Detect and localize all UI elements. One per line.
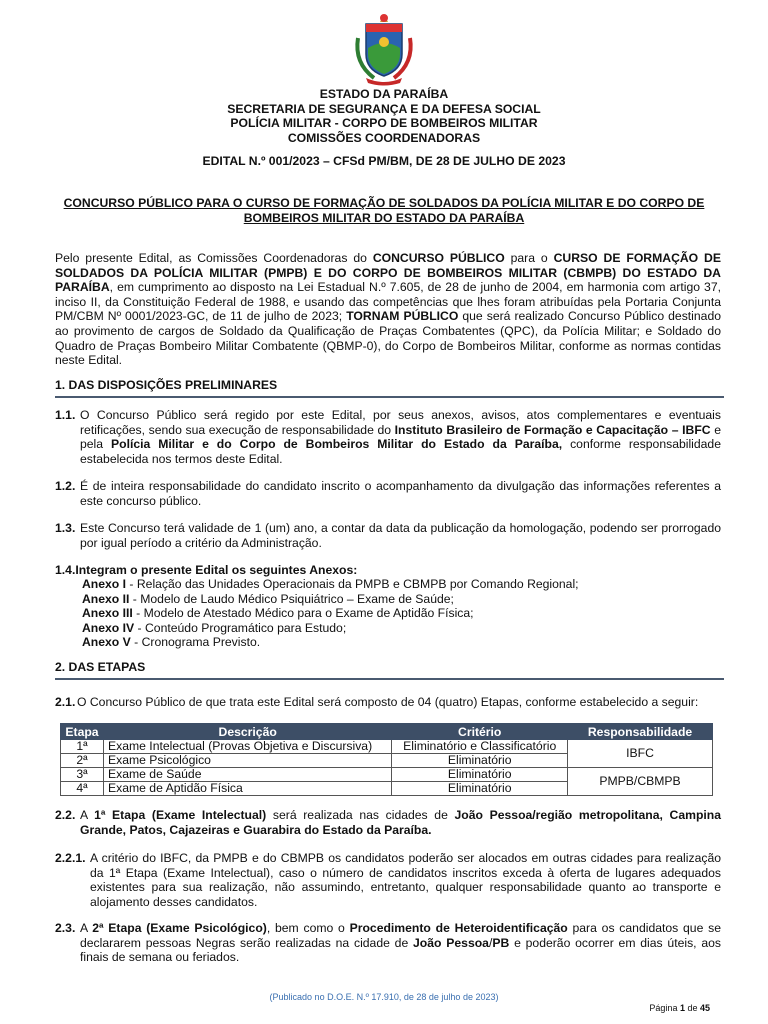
secretariat-name: SECRETARIA DE SEGURANÇA E DA DEFESA SOCIAL [227,101,541,116]
clause-2-2-1 [55,851,721,909]
page-number: Página 1 de 45 [649,1003,710,1013]
edital-title: EDITAL N.º 001/2023 – CFSd PM/BM, DE 28 DE JULHO DE 2023 [202,154,566,168]
publication-note: (Publicado no D.O.E. N.º 17.910, de 28 de julho de 2023) [269,992,499,1002]
annex-list [82,577,579,650]
clause-1-3 [55,521,721,550]
header-descricao: Descrição [103,724,391,740]
clause-text: O Concurso Público de que trata este Edital será composto de 04 (quatro) Etapas, conforme estabelecido a seguir: [77,695,699,709]
clause-1-2 [55,479,721,508]
annex-item: Anexo I - Relação das Unidades Operacionais da PMPB e CBMPB por Comando Regional; [82,577,579,591]
stages-table [60,723,713,796]
section-heading-1: 1. DAS DISPOSIÇÕES PRELIMINARES [55,378,724,398]
header-responsabilidade: Responsabilidade [568,724,713,740]
annex-item: Anexo III - Modelo de Atestado Médico para o Exame de Aptidão Física; [82,606,474,621]
header-etapa: Etapa [61,724,104,740]
state-coat-of-arms-icon [344,8,424,88]
concurso-title: CONCURSO PÚBLICO PARA O CURSO DE FORMAÇÃO DE SOLDADOS DA POLÍCIA MILITAR E DO CORPO DE BOMBEIROS MILITAR DO ESTADO DA PARAÍBA [63,196,705,225]
responsibility-pmpb-cbmpb: PMPB/CBMPB [568,768,713,796]
state-name: ESTADO DA PARAÍBA [319,87,449,101]
clause-number: 1.3. [55,521,76,535]
clause-text: A 2ª Etapa (Exame Psicológico), bem como o Procedimento de Heteroidentificação para os candidatos que se declararem pessoas Negras serão realizadas na cidade de João Pessoa/PB e poderão ocorrer em dias úteis, aos finais de semana ou feriados. [80,921,721,965]
section-heading-2: 2. DAS ETAPAS [55,660,724,680]
table-row: 2ª Exame Psicológico Eliminatório [61,754,713,768]
clause-1-4-title: 1.4.Integram o presente Edital os seguintes Anexos: [55,563,358,577]
annex-item: Anexo II - Modelo de Laudo Médico Psiquiátrico – Exame de Saúde; [82,591,454,606]
annex-item: Anexo V - Cronograma Previsto. [82,635,261,650]
table-header-row [61,724,713,740]
responsibility-ibfc: IBFC [568,740,713,768]
corporation-name: POLÍCIA MILITAR - CORPO DE BOMBEIROS MILITAR [230,116,538,130]
table-row: 1ª Exame Intelectual (Provas Objetiva e Discursiva) Eliminatório e Classificatório IBFC [61,740,713,754]
clause-2-1 [55,695,721,710]
clause-number: 2.2. [55,808,76,822]
clause-number: 1.2. [55,479,76,493]
clause-2-3 [55,921,721,965]
clause-1-1 [55,408,721,466]
annex-item: Anexo IV - Conteúdo Programático para Estudo; [82,620,347,635]
clause-number: 2.1. [55,695,76,709]
clause-text: Este Concurso terá validade de 1 (um) ano, a contar da data da publicação da homologação, podendo ser prorrogado por igual período a critério da Administração. [80,521,721,550]
clause-text: É de inteira responsabilidade do candidato inscrito o acompanhamento da divulgação das informações referentes a este concurso público. [80,479,721,508]
clause-text: A critério do IBFC, da PMPB e do CBMPB os candidatos poderão ser alocados em outras cidades para realização da 1ª Etapa (Exame Intelectual), caso o número de candidatos inscritos exceda à oferta de lugares adequados existentes para sua realização, não assumindo, entretanto, qualquer responsabilidade quanto ao transporte e alojamento desses candidatos. [90,851,721,909]
commission-name: COMISSÕES COORDENADORAS [287,130,481,145]
table-row: 3ª Exame de Saúde Eliminatório PMPB/CBMPB [61,768,713,782]
header-block [0,87,768,145]
clause-2-2 [55,808,721,837]
intro-paragraph: Pelo presente Edital, as Comissões Coordenadoras do CONCURSO PÚBLICO para o CURSO DE FORMAÇÃO DE SOLDADOS DA POLÍCIA MILITAR (PMPB) E DO CORPO DE BOMBEIROS MILITAR (CBMPB) DO ESTADO DA PARAÍBA, em cumprimento ao disposto na Lei Estadual N.º 7.605, de 28 de junho de 2004, em harmonia com artigo 37, inciso II, da Constituição Federal de 1988, e usando das competências que lhes foram atribuídas pela Portaria Conjunta PM/CBM Nº 0001/2023-GC, de 11 de julho de 2023; TORNAM PÚBLICO que será realizado Concurso Público destinado ao provimento de cargos de Soldado da Qualificação de Praças Combatentes (QPC), da Polícia Militar; e Soldado do Quadro de Praças Bombeiro Militar Combatente (QBMP-0), do Corpo de Bombeiros Militar, conforme as normas contidas neste Edital. [55,251,721,368]
header-criterio: Critério [392,724,568,740]
clause-number: 2.3. [55,921,76,935]
clause-number: 1.1. [55,408,76,422]
clause-text: O Concurso Público será regido por este Edital, por seus anexos, avisos, atos complementares e eventuais retificações, sendo sua execução de responsabilidade do Instituto Brasileiro de Formação e Capacitação – IBFC e pela Polícia Militar e do Corpo de Bombeiros Militar do Estado da Paraíba, conforme responsabilidade estabelecida nos termos deste Edital. [80,408,721,466]
clause-number: 2.2.1. [55,851,86,865]
clause-text: A 1ª Etapa (Exame Intelectual) será realizada nas cidades de João Pessoa/região metropolitana, Campina Grande, Patos, Cajazeiras e Guarabira do Estado da Paraíba. [80,808,721,837]
table-row: 4ª Exame de Aptidão Física Eliminatório [61,782,713,796]
